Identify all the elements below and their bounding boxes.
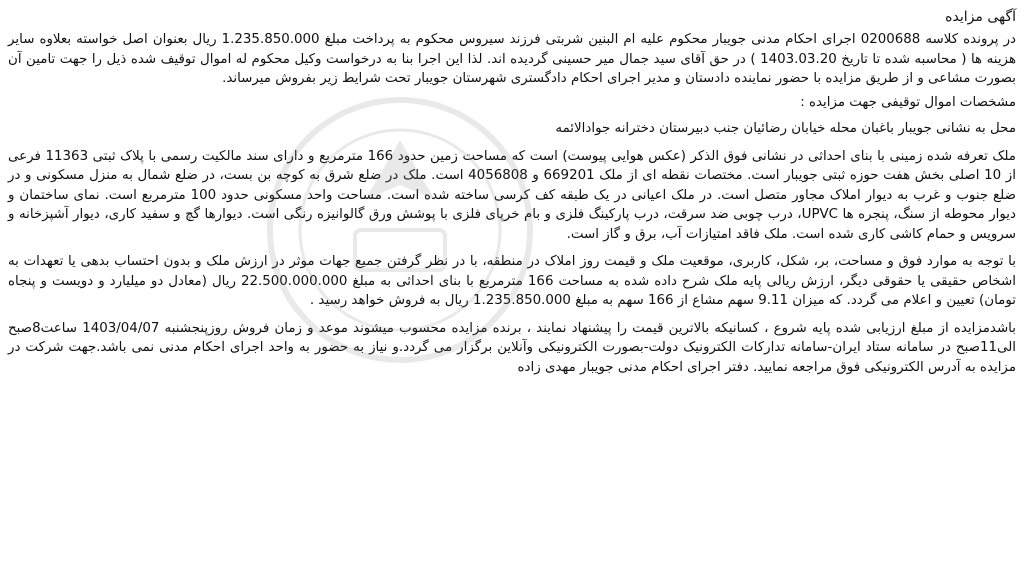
notice-title: آگهی مزایده bbox=[945, 9, 1016, 25]
valuation-paragraph: با توجه به موارد فوق و مساحت، بر، شکل، کاربری، موقعیت ملک و قیمت روز املاک در منطقه، با در نظر گرفتن جمیع جهات موثر در ارزش ملک و بدون احتساب بدهی یا تعهدات به اشخاص حقیقی یا حقوقی دیگر، ارزش ریالی پایه ملک شرح داده شده به مساحت 166 مترمربع با بنای احداثی به مبلغ 22.500.000.000 ریال (معادل دو میلیارد و دویست و پنجاه تومان) تعیین و اعلام می گردد. که میزان 9.11 سهم مشاع از 166 سهم به مبلغ 1.235.850.000 ریال به فروش خواهد رسید . bbox=[8, 254, 1016, 308]
specs-title: مشخصات اموال توقیفی جهت مزایده : bbox=[800, 94, 1016, 110]
auction-terms-paragraph: باشدمزایده از مبلغ ارزیابی شده پایه شروع ، کسانیکه بالاترین قیمت را پیشنهاد نمایند ، برنده مزایده محسوب میشوند موعد و زمان فروش روزپنجشنبه 1403/04/07 ساعت8صبح الی11صبح در سامانه ستاد ایران-سامانه تدارکات الکترونیک دولت-بصورت الکترونیکی وآنلاین برگزار می گردد.و نیاز به حضور به واحد اجرای احکام مدنی نمی باشد.جهت شرکت در مزایده به آدرس الکترونیکی فوق مراجعه نمایید. دفتر اجرای احکام مدنی جویبار مهدی زاده bbox=[8, 320, 1016, 375]
intro-paragraph: در پرونده کلاسه 0200688 اجرای احکام مدنی جویبار محکوم علیه ام البنین شربتی فرزند سیروس محکوم به پرداخت مبلغ 1.235.850.000 ریال بعنوان اصل خواسته بعلاوه سایر هزینه ها ( محاسبه شده تا تاریخ 1403.03.20 ) در حق آقای سید جمال میر حسینی گردیده اند. لذا این اجرا بنا به درخواست وکیل محکوم له اموال توقیف شده ذیل را جهت تامین آن بصورت مشاعی و از طریق مزایده با حضور نماینده دادستان و مدیر اجرای احکام دادگستری شهرستان جویبار تحت شرایط زیر بفروش میرساند. bbox=[8, 32, 1017, 86]
property-description-paragraph: ملک تعرفه شده زمینی با بنای احداثی در نشانی فوق الذکر (عکس هوایی پیوست) است که مساحت زمین حدود 166 مترمربع و دارای سند مالکیت رسمی با پلاک ثبتی 11363 فرعی از 10 اصلی بخش هفت حوزه ثبتی جویبار است. مختصات نقطه ای از ملک 669201 و 4056808 است. ملک در ضلع شرق به کوچه بن بست، در ضلع شمال به منزل مسکونی و در ضلع جنوب و غرب به دیوار املاک مجاور متصل است. در ملک اعیانی در یک طبقه کف کرسی ساخته شده است. مساحت واحد مسکونی حدود 100 مترمربع است. نمای ساختمان و دیوار محوطه از سنگ، پنجره ها UPVC، درب چوبی ضد سرقت، درب پارکینگ فلزی و بام خرپای فلزی با پوشش ورق گالوانیزه رنگی است. دیوارها گچ و سفید کاری، دیوار آشپزخانه و سرویس و حمام کاشی کاری شده است. ملک فاقد امتیازات آب، برق و گاز است. bbox=[8, 148, 1016, 242]
property-address: محل به نشانی جویبار باغبان محله خیابان رضائیان جنب دبیرستان دخترانه جوادالائمه bbox=[555, 120, 1016, 136]
